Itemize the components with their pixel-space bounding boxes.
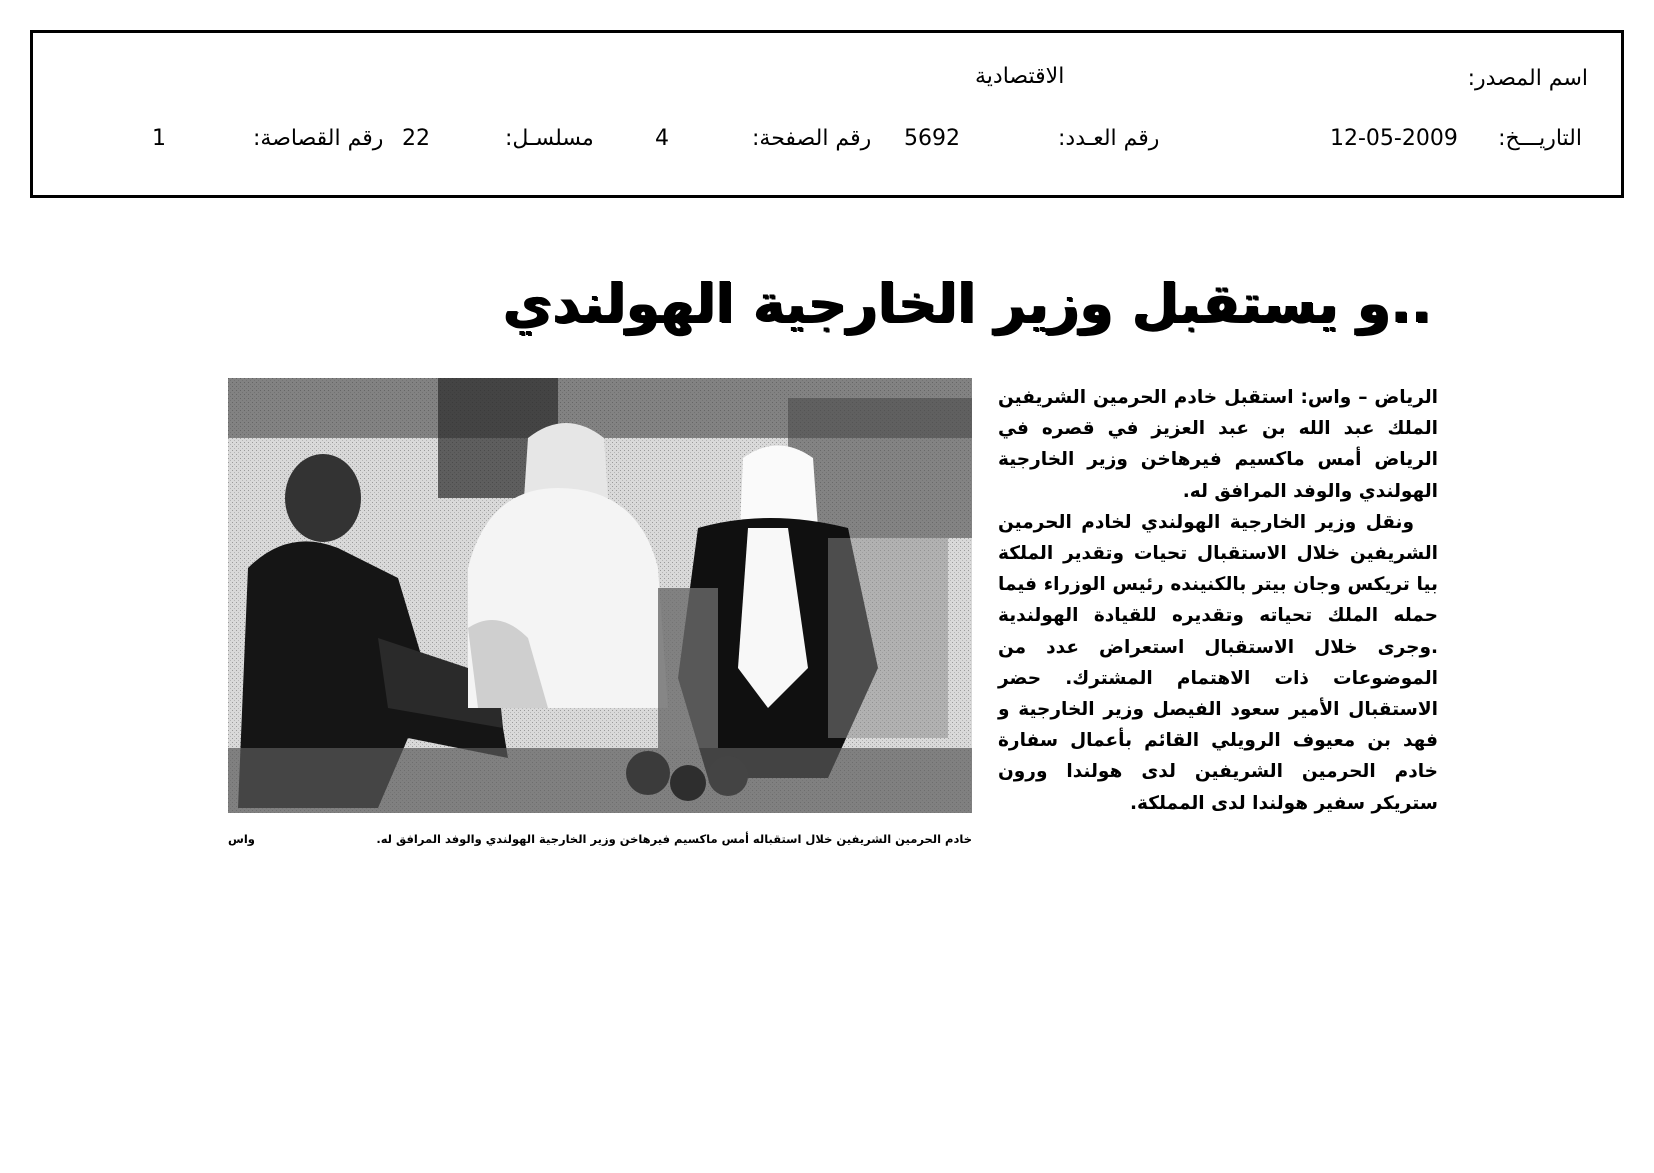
date-value: 12-05-2009 [1330,126,1458,151]
date-label: التاريـــخ: [1498,126,1582,151]
source-label: اسم المصدر: [1467,66,1588,91]
article-paragraph-1: الرياض – واس: استقبل خادم الحرمين الشريفين الملك عبد الله بن عبد العزيز في قصره في الرياض أمس ماكسيم فيرهاخن وزير الخارجية الهولندي والوفد المرافق له. [998,387,1438,502]
page-number-label: رقم الصفحة: [752,126,872,151]
news-photo [228,378,972,813]
photo-credit: واس [228,832,255,846]
clipping-header-box [30,30,1624,198]
serial-value: 22 [402,126,430,151]
article-headline: ..و يستقبل وزير الخارجية الهولندي [503,272,1432,335]
page-number-value: 4 [655,126,669,151]
source-value: الاقتصادية [975,64,1065,89]
serial-label: مسلسـل: [505,126,594,151]
issue-number-label: رقم العـدد: [1058,126,1160,151]
clipping-number-value: 1 [152,126,166,151]
article-body [998,382,1438,819]
article-paragraph-2: ونقل وزير الخارجية الهولندي لخادم الحرمين الشريفين خلال الاستقبال تحيات وتقدير الملكة بيا تريكس وجان بيتر بالكنينده رئيس الوزراء فيما حمله الملك تحياته وتقديره للقيادة الهولندية .وجرى خلال الاستقبال استعراض عدد من الموضوعات ذات الاهتمام المشترك. حضر الاستقبال الأمير سعود الفيصل وزير الخارجية و فهد بن معيوف الرويلي القائم بأعمال سفارة خادم الحرمين الشريفين لدى هولندا ورون ستريكر سفير هولندا لدى المملكة. [998,511,1438,814]
photo-caption-row [228,832,972,846]
clipping-number-label: رقم القصاصة: [253,126,384,151]
photo-caption: خادم الحرمين الشريفين خلال استقباله أمس ماكسيم فيرهاخن وزير الخارجية الهولندي والوفد المرافق له. [376,832,972,846]
issue-number-value: 5692 [904,126,960,151]
